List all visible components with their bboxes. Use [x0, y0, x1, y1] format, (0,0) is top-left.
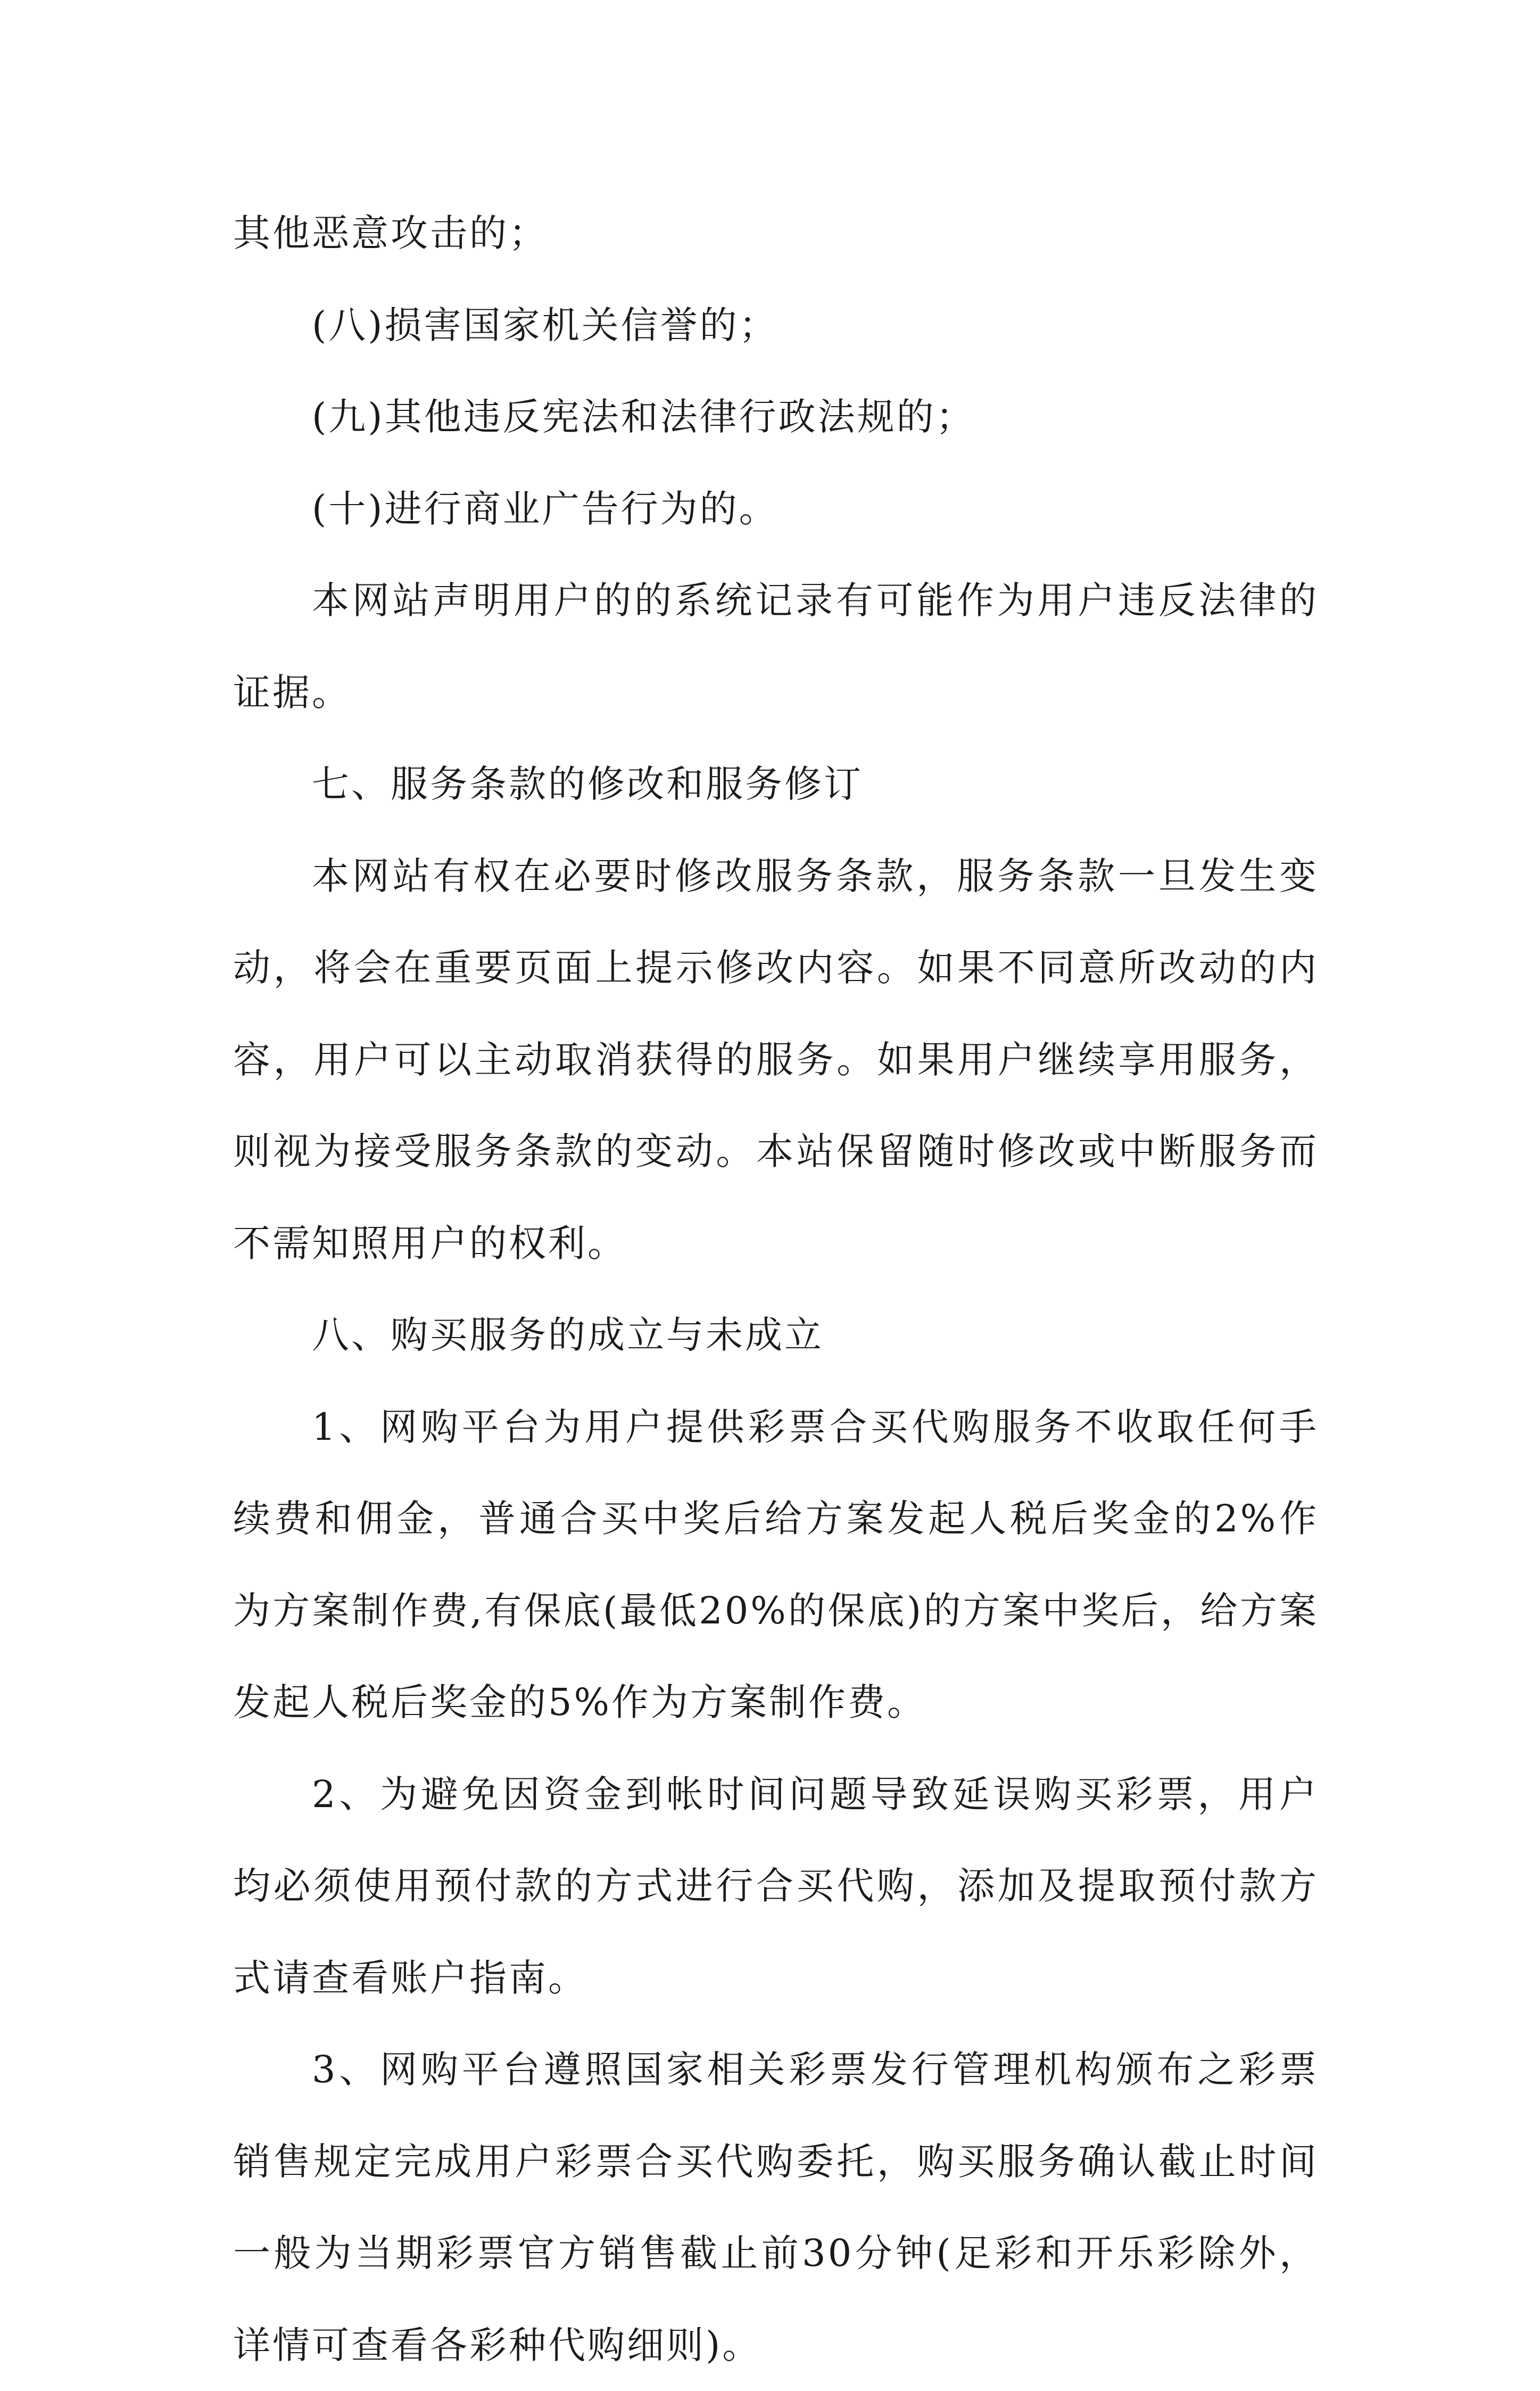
- document-body: [233, 187, 1319, 2391]
- paragraph-item-9: (九)其他违反宪法和法律行政法规的；: [312, 395, 975, 439]
- section-heading-8: 八、购买服务的成立与未成立: [312, 1313, 824, 1357]
- paragraph-item-8: (八)损害国家机关信誉的；: [312, 303, 779, 347]
- paragraph-clause-2: 2、为避免因资金到帐时间问题导致延误购买彩票，用户均必须使用预付款的方式进行合买代购，添加及提取预付款方式请查看账户指南。: [233, 1772, 1319, 2000]
- paragraph-clause-3: 3、网购平台遵照国家相关彩票发行管理机构颁布之彩票销售规定完成用户彩票合买代购委托，购买服务确认截止时间一般为当期彩票官方销售截止前30分钟(足彩和开乐彩除外，详情可查看各彩种代购细则)。: [233, 2048, 1319, 2367]
- paragraph-continuation: 其他恶意攻击的；: [233, 211, 548, 255]
- section-heading-7: 七、服务条款的修改和服务修订: [312, 762, 863, 806]
- paragraph-records-statement: 本网站声明用户的的系统记录有可能作为用户违反法律的证据。: [233, 579, 1319, 714]
- paragraph-clause-1: 1、网购平台为用户提供彩票合买代购服务不收取任何手续费和佣金，普通合买中奖后给方案发起人税后奖金的2%作为方案制作费,有保底(最低20%的保底)的方案中奖后，给方案发起人税后奖金的5%作为方案制作费。: [233, 1405, 1319, 1724]
- paragraph-item-10: (十)进行商业广告行为的。: [312, 487, 779, 531]
- paragraph-terms-modification: 本网站有权在必要时修改服务条款，服务条款一旦发生变动，将会在重要页面上提示修改内容。如果不同意所改动的内容，用户可以主动取消获得的服务。如果用户继续享用服务，则视为接受服务条款的变动。本站保留随时修改或中断服务而不需知照用户的权利。: [233, 854, 1319, 1265]
